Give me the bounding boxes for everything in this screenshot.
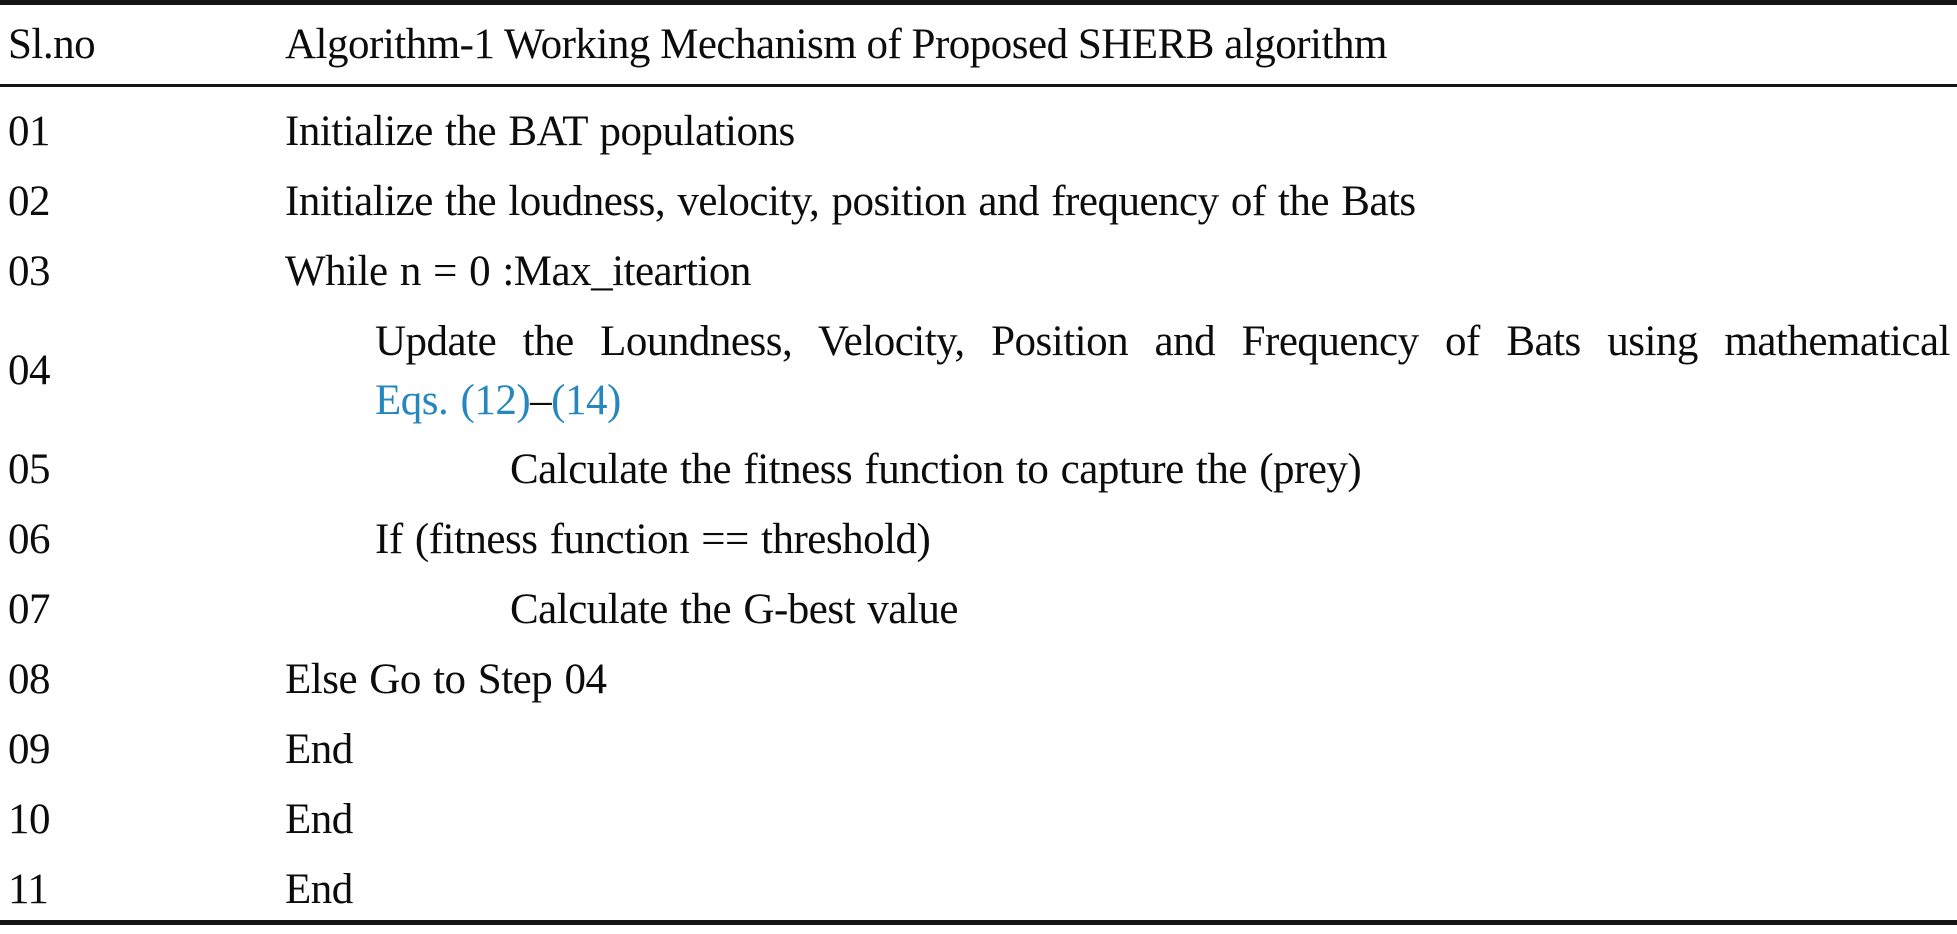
row-text	[285, 307, 1957, 435]
table-row-04	[0, 307, 1957, 435]
row-text: Else Go to Step 04	[285, 656, 607, 703]
equation-link-14[interactable]: (14)	[551, 377, 621, 424]
row-text: End	[285, 866, 353, 913]
table-row-06	[0, 505, 1957, 575]
table-row-11	[0, 855, 1957, 925]
table-row-08	[0, 645, 1957, 715]
table-row-09	[0, 715, 1957, 785]
row-text: Calculate the fitness function to capture the (prey)	[510, 446, 1362, 493]
table-bottom-rule	[0, 920, 1957, 925]
table-row-03	[0, 237, 1957, 307]
row-text: End	[285, 726, 353, 773]
row-number: 01	[8, 108, 50, 155]
equation-range-dash: –	[530, 377, 552, 424]
row-number: 07	[8, 586, 50, 633]
row-number: 04	[8, 347, 50, 394]
row-number: 06	[8, 516, 50, 563]
table-body	[0, 87, 1957, 920]
row-number: 08	[8, 656, 50, 703]
row-text: Initialize the loudness, velocity, position and frequency of the Bats	[285, 178, 1416, 225]
row-text: Initialize the BAT populations	[285, 108, 795, 155]
row-number: 11	[8, 866, 49, 913]
row-number: 05	[8, 446, 50, 493]
table-row-05	[0, 435, 1957, 505]
row-number: 02	[8, 178, 50, 225]
table-row-01	[0, 97, 1957, 167]
row-number: 03	[8, 248, 50, 295]
row-number: 10	[8, 796, 50, 843]
row-text: Calculate the G-best value	[510, 586, 958, 633]
header-algorithm-title: Algorithm-1 Working Mechanism of Proposed SHERB algorithm	[285, 20, 1387, 68]
table-row-02	[0, 167, 1957, 237]
table-header-row	[0, 5, 1957, 84]
equation-link-12[interactable]: Eqs. (12)	[375, 377, 531, 424]
row-text: End	[285, 796, 353, 843]
table-row-10	[0, 785, 1957, 855]
row-text: While n = 0 :Max_iteartion	[285, 248, 751, 295]
header-slno-label: Sl.no	[8, 20, 96, 68]
row-04-line-1: Update the Loundness, Velocity, Position and Frequency of Bats using mathematical	[375, 318, 1950, 365]
row-number: 09	[8, 726, 50, 773]
table-row-07	[0, 575, 1957, 645]
row-text: If (fitness function == threshold)	[375, 516, 931, 563]
row-04-line-2	[375, 371, 1950, 430]
